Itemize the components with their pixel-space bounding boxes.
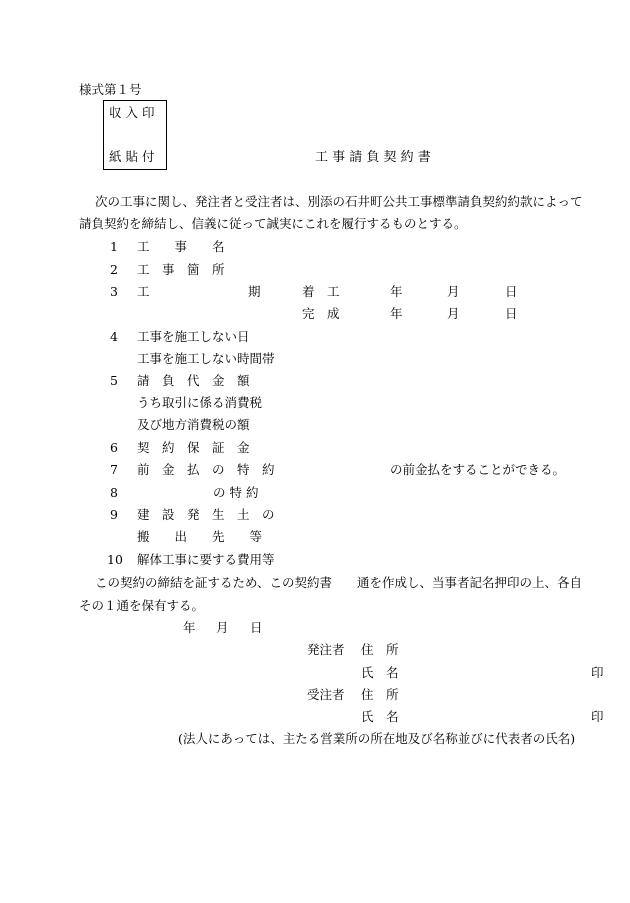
item-6-number: 6 (110, 440, 118, 455)
item-5-label-2: うち取引に係る消費税 (137, 395, 263, 410)
start-month: 月 (447, 284, 460, 299)
orderer-name-label: 氏 名 (361, 665, 399, 680)
item-8-label: の 特 約 (213, 485, 259, 500)
item-4-number: 4 (110, 329, 118, 344)
finish-day: 日 (505, 306, 518, 321)
form-number: 様式第１号 (79, 82, 142, 97)
item-6-label: 契 約 保 証 金 (137, 440, 250, 455)
start-day: 日 (505, 284, 518, 299)
item-1-label: 工 事 名 (137, 239, 225, 254)
stamp-label-top: 収 入 印 (109, 105, 155, 120)
item-2-number: 2 (110, 262, 118, 277)
item-10-label: 解体工事に要する費用等 (137, 552, 275, 567)
start-label: 着 工 (302, 284, 340, 299)
closing-line-1: この契約の締結を証するため、この契約書 通を作成し、当事者記名押印の上、各自 (95, 575, 583, 590)
item-7-label: 前 金 払 の 特 約 (137, 462, 275, 477)
finish-month: 月 (447, 306, 460, 321)
item-3-label-left: 工 (137, 284, 150, 299)
document-title: 工 事 請 負 契 約 書 (315, 150, 431, 165)
date-day: 日 (250, 620, 263, 635)
item-9-number: 9 (110, 507, 118, 522)
item-5-label-1: 請 負 代 金 額 (137, 373, 250, 388)
start-year: 年 (390, 284, 403, 299)
orderer-address-label: 住 所 (361, 642, 399, 657)
intro-line-2: 請負契約を締結し、信義に従って誠実にこれを履行するものとする。 (79, 216, 467, 231)
orderer-seal: 印 (591, 665, 604, 680)
item-4-label-1: 工事を施工しない日 (137, 329, 250, 344)
item-5-number: 5 (110, 373, 118, 388)
item-5-label-3: 及び地方消費税の額 (137, 417, 250, 432)
finish-year: 年 (390, 306, 403, 321)
item-1-number: 1 (110, 239, 118, 254)
closing-line-2: その１通を保有する。 (79, 598, 205, 613)
contractor-address-label: 住 所 (361, 687, 399, 702)
item-4-label-2: 工事を施工しない時間帯 (137, 351, 275, 366)
stamp-label-bottom: 紙 貼 付 (109, 149, 155, 164)
item-8-number: 8 (110, 485, 118, 500)
contractor-label: 受注者 (307, 687, 345, 702)
item-7-number: 7 (110, 462, 118, 477)
intro-line-1: 次の工事に関し、発注者と受注者は、別添の石井町公共工事標準請負契約約款によって (95, 194, 583, 209)
contractor-name-label: 氏 名 (361, 709, 399, 724)
revenue-stamp-box (103, 100, 167, 170)
item-9-label-1: 建 設 発 生 土 の (137, 507, 275, 522)
item-7-value: の前金払をすることができる。 (390, 462, 566, 477)
finish-label: 完 成 (302, 306, 340, 321)
item-2-label: 工 事 箇 所 (137, 262, 225, 277)
item-3-number: 3 (110, 284, 118, 299)
footnote: (法人にあっては、主たる営業所の所在地及び名称並びに代表者の氏名) (178, 731, 576, 746)
date-year: 年 (183, 620, 196, 635)
contractor-seal: 印 (591, 709, 604, 724)
date-month: 月 (216, 620, 229, 635)
item-9-label-2: 搬 出 先 等 (137, 529, 263, 544)
item-3-label-right: 期 (248, 284, 261, 299)
item-10-number: 10 (107, 552, 123, 567)
orderer-label: 発注者 (307, 642, 345, 657)
